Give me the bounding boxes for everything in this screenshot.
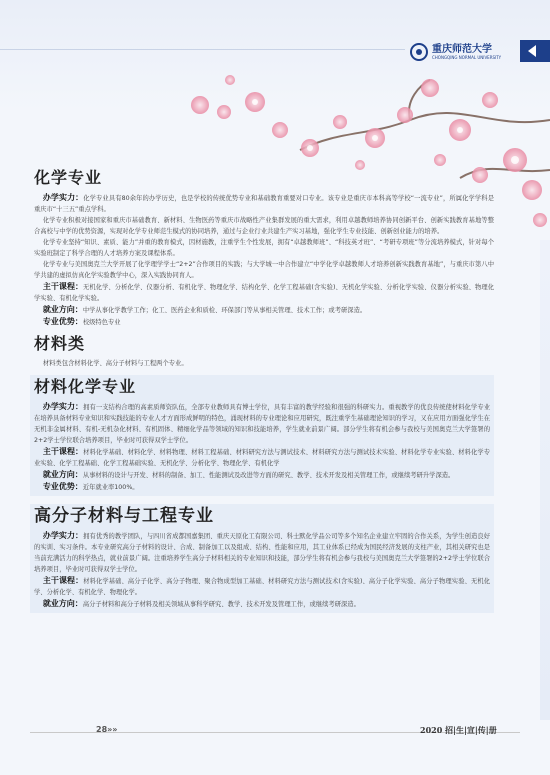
paragraph bbox=[34, 530, 490, 575]
field-value: 材料化学基础、高分子化学、高分子物理、聚合物成型加工基础、材料研究方法与测试技术(含实验)、高分子化学实验、高分子物理实验、无机化学、分析化学、有机化学、物理化学。 bbox=[34, 578, 490, 596]
field-label: 专业优势： bbox=[42, 482, 83, 491]
paragraph: 化学专业积极对接国家和重庆市基础教育、新材料、生物医药等重庆市战略性产业集群发展的重大需求，利用卓越教师培养协同创新平台、创新实践教育基地等整合高校与中学的优势资源，实现对化学专业师范生模式的协同培养，通过与企业行业共建生产实习基地，强化学生专业技能、创新创业能力的培养。 bbox=[34, 217, 494, 235]
field-label: 办学实力： bbox=[42, 193, 84, 202]
field-label: 专业优势： bbox=[42, 317, 83, 326]
field-value: 高分子材料和高分子材料及相关领域从事科学研究、教学、技术开发及管理工作，或继续考研深造。 bbox=[82, 601, 360, 608]
field-value: 校级特色专业 bbox=[82, 319, 121, 326]
field-value: 化学专业具有80余年的办学历史，也是学校的传统优势专业和基础教育重要对口专业。该专业是重庆市本科高等学校“一流专业”，所属化学学科是重庆市“十三五”重点学科。 bbox=[34, 195, 494, 213]
field-value: 无机化学、分析化学、仪器分析、有机化学、物理化学、结构化学、化学工程基础(含实验)、无机化学实验、分析化学实验、仪器分析实验、物理化学实验、有机化学实验。 bbox=[34, 284, 494, 302]
paragraph: 化学专业坚持“知识、素质、能力”并重的教育模式，因材施教，注重学生个性发展，拥有“卓越教师班”、“科技英才班”、“考研专项班”等分流培养模式，针对每个实验班制定了科学合理的人才培养方案及课程体系。 bbox=[34, 239, 494, 257]
header-divider bbox=[0, 49, 405, 50]
side-decoration bbox=[540, 240, 550, 720]
page-number: 28»» bbox=[96, 725, 118, 734]
section-materials bbox=[34, 334, 494, 369]
section-title: 高分子材料与工程专业 bbox=[34, 506, 214, 526]
section-title: 材料化学专业 bbox=[34, 377, 137, 396]
field-value: 中学从事化学教学工作；化工、医药企业和质检、环保部门等从事相关管理、技术工作；或考研深造。 bbox=[82, 307, 367, 314]
field-value: 从事材料的设计与开发、材料的制备、加工、性能测试及改进等方面的研究、教学、技术开发及相关管理工作，或继续考研升学深造。 bbox=[82, 472, 455, 479]
chevron-left-icon bbox=[520, 40, 550, 62]
section-polymer bbox=[30, 504, 494, 613]
field-value: 近年就业率100%。 bbox=[82, 484, 139, 491]
section-title: 化学专业 bbox=[34, 168, 103, 187]
brochure-title: 2020 招|生|宣|传|册 bbox=[420, 725, 497, 735]
paragraph bbox=[34, 469, 490, 481]
logo-name-en: CHONGQING NORMAL UNIVERSITY bbox=[432, 55, 502, 60]
main-content bbox=[34, 168, 494, 617]
paragraph: 材料类包含材料化学、高分子材料与工程两个专业。 bbox=[42, 360, 188, 367]
field-label: 主干课程： bbox=[42, 576, 84, 585]
field-label: 就业方向： bbox=[42, 470, 83, 479]
field-label: 主干课程： bbox=[42, 282, 84, 291]
section-title: 材料类 bbox=[34, 334, 86, 353]
paragraph bbox=[34, 575, 490, 598]
section-materials-chemistry bbox=[30, 375, 494, 496]
paragraph bbox=[34, 316, 494, 328]
field-value: 材料化学基础、材料化学、材料物理、材料工程基础、材料研究方法与测试技术、材料研究方法与测试技术实验、材料化学专业实验、材料化学专业实验、化学工程基础、化学工程基础实验、无机化学、分析化学、物理化学、有机化学 bbox=[34, 449, 491, 467]
paragraph bbox=[34, 304, 494, 316]
paragraph: 化学专业与美国奥克兰大学开展了化学理学学士“2+2”合作项目的实践；与大学城一中合作建立“中学化学卓越教师人才培养创新实践教育基地”，与重庆市第八中学共建的虚拟仿真化学实验教学中心，深入实践协同育人。 bbox=[34, 261, 494, 279]
paragraph bbox=[34, 481, 490, 493]
field-label: 办学实力： bbox=[42, 531, 84, 540]
logo-name-cn: 重庆师范大学 bbox=[432, 44, 492, 55]
field-label: 主干课程： bbox=[42, 447, 84, 456]
paragraph bbox=[34, 192, 494, 215]
field-label: 办学实力： bbox=[42, 402, 84, 411]
paragraph bbox=[34, 598, 490, 610]
section-chemistry bbox=[34, 168, 494, 328]
field-value: 拥有优秀的教学团队，与四川省成都国嘉集团、重庆天原化工有限公司、科士默化学品公司等多个知名企业建立牢固的合作关系，为学生创造良好的实训、实习条件。本专业研究高分子材料的设计、合成、制备加工以及组成、结构、性能和应用，其工业体系已经成为国民经济发展的支柱产业，其相关研究也是当前充满活力的科学热点，就业前景广阔。注重培养学生高分子材料相关的专业知识和技能，部分学生将有机会参与我校与美国奥克兰大学签署的2+2学士学位联合培养项目，毕业时可获得双学士学位。 bbox=[34, 533, 491, 573]
paragraph bbox=[34, 281, 494, 304]
paragraph bbox=[34, 446, 490, 469]
paragraph bbox=[34, 401, 490, 446]
field-label: 就业方向： bbox=[42, 599, 83, 608]
field-label: 就业方向： bbox=[42, 305, 83, 314]
field-value: 拥有一支结构合理的高素质师资队伍，全部专业教师具有博士学位，具有丰富的教学经验和很强的科研实力。重视教学的优良传统使材料化学专业在培养具备材料专业知识和实践技能的专业人才方面形成鲜明的特色，涌现材料的专业理论和应用研究，既注重学生基础理论知识的学习，又在应用方面强化学生在无机非金属材料、有机-无机杂化材料、有机固体、精细化学品等领域的知识和技能培养，学生就业前景广阔。部分学生将有机会参与我校与美国奥克兰大学签署的2+2学士学位联合培养项目，毕业时可获得双学士学位。 bbox=[34, 404, 491, 444]
logo-seal-icon bbox=[410, 43, 428, 61]
